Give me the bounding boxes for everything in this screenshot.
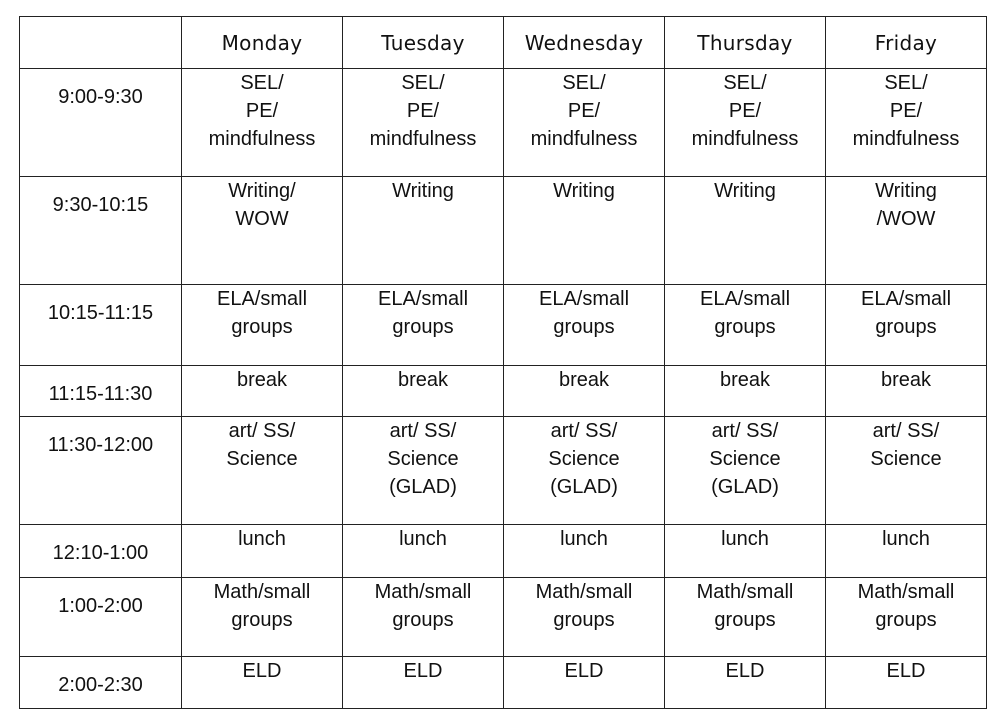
activity-line: WOW <box>235 208 289 230</box>
schedule-row <box>20 525 987 578</box>
time-slot: 9:30-10:15 <box>20 177 182 285</box>
schedule-row <box>20 69 987 177</box>
activity-line: Science <box>387 448 459 470</box>
activity-cell <box>182 525 343 578</box>
activity-cell <box>182 417 343 525</box>
day-header-tuesday: Tuesday <box>343 17 504 69</box>
header-row <box>20 17 987 69</box>
activity-cell <box>182 69 343 177</box>
activity-line: lunch <box>399 528 447 550</box>
activity-line: ELA/small <box>538 288 630 310</box>
activity-cell <box>343 657 504 709</box>
activity-line: groups <box>231 609 293 631</box>
day-header-wednesday: Wednesday <box>504 17 665 69</box>
activity-line: groups <box>553 316 615 338</box>
activity-line: groups <box>553 609 615 631</box>
activity-line: mindfulness <box>208 128 316 150</box>
activity-cell <box>504 177 665 285</box>
activity-line: groups <box>714 609 776 631</box>
activity-cell <box>343 417 504 525</box>
activity-cell <box>665 525 826 578</box>
activity-line: lunch <box>721 528 769 550</box>
activity-cell <box>665 578 826 657</box>
activity-cell <box>826 657 987 709</box>
activity-line: ELD <box>886 660 926 682</box>
activity-line: SEL/ <box>240 72 284 94</box>
activity-line: SEL/ <box>884 72 928 94</box>
activity-line: PE/ <box>728 100 762 122</box>
activity-line: ELD <box>564 660 604 682</box>
activity-line: ELA/small <box>699 288 791 310</box>
activity-line: Writing <box>875 180 937 202</box>
activity-line: lunch <box>560 528 608 550</box>
activity-cell <box>504 366 665 417</box>
activity-line: ELA/small <box>860 288 952 310</box>
activity-line: break <box>558 369 610 391</box>
activity-line: Math/small <box>213 581 311 603</box>
activity-cell <box>343 525 504 578</box>
activity-line: Math/small <box>857 581 955 603</box>
activity-line: PE/ <box>406 100 440 122</box>
activity-cell <box>343 69 504 177</box>
activity-line: lunch <box>882 528 930 550</box>
activity-line: groups <box>392 316 454 338</box>
activity-line: PE/ <box>245 100 279 122</box>
activity-line: Math/small <box>374 581 472 603</box>
activity-cell <box>182 366 343 417</box>
activity-line: break <box>719 369 771 391</box>
activity-cell <box>665 657 826 709</box>
activity-cell <box>182 657 343 709</box>
activity-line: ELA/small <box>377 288 469 310</box>
activity-line: /WOW <box>876 208 936 230</box>
activity-cell <box>665 177 826 285</box>
activity-line: PE/ <box>889 100 923 122</box>
activity-cell <box>826 578 987 657</box>
time-slot: 2:00-2:30 <box>20 657 182 709</box>
activity-line: lunch <box>238 528 286 550</box>
activity-line: Writing <box>714 180 776 202</box>
activity-line: ELD <box>725 660 765 682</box>
time-slot: 1:00-2:00 <box>20 578 182 657</box>
activity-line: Science <box>870 448 942 470</box>
activity-line: Science <box>548 448 620 470</box>
activity-line: mindfulness <box>691 128 799 150</box>
activity-cell <box>665 366 826 417</box>
day-header-friday: Friday <box>826 17 987 69</box>
activity-line: SEL/ <box>401 72 445 94</box>
time-slot: 12:10-1:00 <box>20 525 182 578</box>
activity-line: break <box>397 369 449 391</box>
activity-line: Writing <box>553 180 615 202</box>
activity-line: (GLAD) <box>550 476 618 498</box>
activity-line: mindfulness <box>369 128 477 150</box>
activity-line: mindfulness <box>852 128 960 150</box>
activity-cell <box>343 366 504 417</box>
activity-cell <box>504 525 665 578</box>
schedule-row <box>20 285 987 366</box>
activity-cell <box>343 285 504 366</box>
schedule-row <box>20 578 987 657</box>
activity-line: art/ SS/ <box>389 420 457 442</box>
activity-line: PE/ <box>567 100 601 122</box>
time-slot: 10:15-11:15 <box>20 285 182 366</box>
activity-line: art/ SS/ <box>228 420 296 442</box>
activity-line: groups <box>392 609 454 631</box>
corner-cell <box>20 17 182 69</box>
activity-line: groups <box>714 316 776 338</box>
activity-cell <box>665 69 826 177</box>
activity-line: art/ SS/ <box>872 420 940 442</box>
activity-cell <box>504 578 665 657</box>
activity-cell <box>182 177 343 285</box>
activity-cell <box>343 177 504 285</box>
time-slot: 9:00-9:30 <box>20 69 182 177</box>
activity-cell <box>504 417 665 525</box>
activity-line: Math/small <box>535 581 633 603</box>
day-header-monday: Monday <box>182 17 343 69</box>
time-slot: 11:30-12:00 <box>20 417 182 525</box>
activity-cell <box>826 366 987 417</box>
activity-line: Science <box>226 448 298 470</box>
activity-cell <box>826 417 987 525</box>
activity-cell <box>665 417 826 525</box>
activity-line: ELA/small <box>216 288 308 310</box>
activity-cell <box>504 657 665 709</box>
day-header-thursday: Thursday <box>665 17 826 69</box>
activity-line: ELD <box>242 660 282 682</box>
activity-line: SEL/ <box>723 72 767 94</box>
activity-line: ELD <box>403 660 443 682</box>
schedule-row <box>20 177 987 285</box>
weekly-schedule-table <box>19 16 987 709</box>
activity-cell <box>343 578 504 657</box>
schedule-row <box>20 657 987 709</box>
activity-line: groups <box>231 316 293 338</box>
activity-line: Writing/ <box>228 180 296 202</box>
activity-cell <box>182 578 343 657</box>
activity-cell <box>665 285 826 366</box>
activity-cell <box>826 177 987 285</box>
activity-cell <box>826 525 987 578</box>
activity-line: Math/small <box>696 581 794 603</box>
time-slot: 11:15-11:30 <box>20 366 182 417</box>
activity-line: (GLAD) <box>711 476 779 498</box>
activity-line: (GLAD) <box>389 476 457 498</box>
activity-line: mindfulness <box>530 128 638 150</box>
activity-cell <box>504 69 665 177</box>
activity-line: Science <box>709 448 781 470</box>
activity-line: groups <box>875 609 937 631</box>
activity-line: art/ SS/ <box>711 420 779 442</box>
activity-line: groups <box>875 316 937 338</box>
activity-cell <box>826 285 987 366</box>
schedule-row <box>20 417 987 525</box>
activity-line: break <box>236 369 288 391</box>
activity-cell <box>182 285 343 366</box>
activity-line: SEL/ <box>562 72 606 94</box>
activity-line: art/ SS/ <box>550 420 618 442</box>
schedule-row <box>20 366 987 417</box>
activity-cell <box>826 69 987 177</box>
activity-cell <box>504 285 665 366</box>
activity-line: Writing <box>392 180 454 202</box>
activity-line: break <box>880 369 932 391</box>
